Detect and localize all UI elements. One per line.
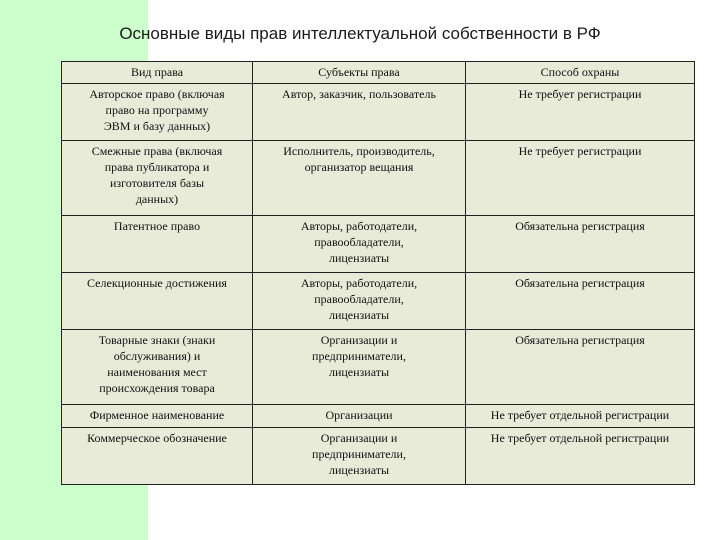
cell-type: Фирменное наименование <box>62 405 253 428</box>
cell-type: Товарные знаки (знаки обслуживания) и наименования мест происхождения товара <box>62 330 253 405</box>
cell-subjects: Авторы, работодатели, правообладатели, лицензиаты <box>253 273 466 330</box>
cell-subjects: Исполнитель, производитель, организатор вещания <box>253 141 466 216</box>
cell-subjects: Автор, заказчик, пользователь <box>253 84 466 141</box>
header-protection: Способ охраны <box>466 62 695 84</box>
cell-protection: Обязательна регистрация <box>466 216 695 273</box>
table-row <box>62 330 695 405</box>
slide-title: Основные виды прав интеллектуальной собственности в РФ <box>119 24 601 43</box>
cell-protection: Не требует отдельной регистрации <box>466 428 695 485</box>
rights-table <box>61 61 695 485</box>
cell-protection: Не требует регистрации <box>466 84 695 141</box>
cell-type: Патентное право <box>62 216 253 273</box>
cell-type: Коммерческое обозначение <box>62 428 253 485</box>
cell-type: Смежные права (включая права публикатора и изготовителя базы данных) <box>62 141 253 216</box>
cell-protection: Не требует регистрации <box>466 141 695 216</box>
cell-protection: Обязательна регистрация <box>466 273 695 330</box>
cell-protection: Обязательна регистрация <box>466 330 695 405</box>
table-row <box>62 216 695 273</box>
header-row <box>62 62 695 84</box>
table-row <box>62 141 695 216</box>
header-subjects: Субъекты права <box>253 62 466 84</box>
table-row <box>62 273 695 330</box>
cell-protection: Не требует отдельной регистрации <box>466 405 695 428</box>
cell-type: Авторское право (включая право на программу ЭВМ и базу данных) <box>62 84 253 141</box>
table-row <box>62 84 695 141</box>
cell-subjects: Организации и предприниматели, лицензиаты <box>253 428 466 485</box>
table-row <box>62 405 695 428</box>
table-row <box>62 428 695 485</box>
header-type: Вид права <box>62 62 253 84</box>
cell-subjects: Организации <box>253 405 466 428</box>
cell-subjects: Организации и предприниматели, лицензиаты <box>253 330 466 405</box>
cell-type: Селекционные достижения <box>62 273 253 330</box>
cell-subjects: Авторы, работодатели, правообладатели, лицензиаты <box>253 216 466 273</box>
